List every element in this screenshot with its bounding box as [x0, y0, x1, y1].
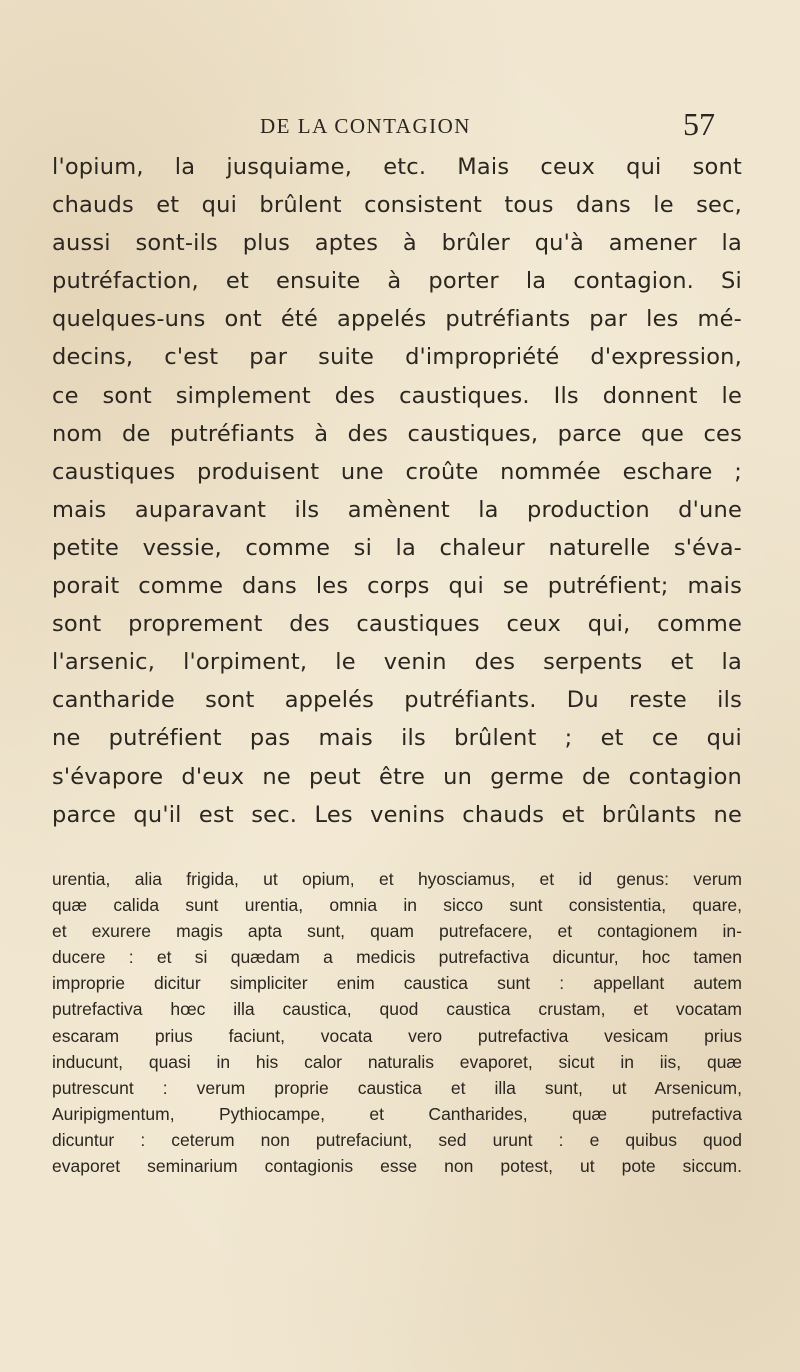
text-line: parce qu'il est sec. Les venins chauds et brûlants ne: [52, 801, 742, 828]
footnote-line: quæ calida sunt urentia, omnia in sicco sunt consistentia, quare,: [52, 895, 742, 916]
text-line: nom de putréfiants à des caustiques, parce que ces: [52, 420, 742, 447]
footnote-line: putrescunt : verum proprie caustica et illa sunt, ut Arsenicum,: [52, 1077, 742, 1098]
text-line: s'évapore d'eux ne peut être un germe de contagion: [52, 763, 742, 790]
text-line: ce sont simplement des caustiques. Ils donnent le: [52, 382, 742, 409]
page-number: 57: [683, 106, 715, 142]
french-translation-text: [52, 148, 742, 834]
text-line: l'opium, la jusquiame, etc. Mais ceux qui sont: [52, 154, 742, 180]
text-line: ne putréfient pas mais ils brûlent ; et ce qui: [52, 725, 742, 752]
text-line: cantharide sont appelés putréfiants. Du reste ils: [52, 687, 742, 714]
text-line: decins, c'est par suite d'impropriété d'expression,: [52, 344, 742, 371]
footnote-line: ducere : et si quædam a medicis putrefactiva dicuntur, hoc tamen: [52, 947, 742, 968]
footnote-line: improprie dicitur simpliciter enim caustica sunt : appellant autem: [52, 973, 742, 994]
latin-original-text: [52, 866, 742, 1179]
footnote-line: dicuntur : ceterum non putrefaciunt, sed urunt : e quibus quod: [52, 1129, 742, 1150]
footnote-line: putrefactiva hœc illa caustica, quod caustica crustam, et vocatam: [52, 999, 742, 1020]
footnote-line: evaporet seminarium contagionis esse non potest, ut pote siccum.: [52, 1156, 742, 1177]
footnote-line: escaram prius faciunt, vocata vero putrefactiva vesicam prius: [52, 1025, 742, 1046]
footnote-line: Auripigmentum, Pythiocampe, et Cantharides, quæ putrefactiva: [52, 1103, 742, 1124]
running-title: DE LA CONTAGION: [260, 114, 471, 138]
text-line: petite vessie, comme si la chaleur naturelle s'éva-: [52, 534, 742, 561]
text-line: l'arsenic, l'orpiment, le venin des serpents et la: [52, 649, 742, 676]
footnote-line: et exurere magis apta sunt, quam putrefacere, et contagionem in-: [52, 921, 742, 942]
text-line: mais auparavant ils amènent la production d'une: [52, 496, 742, 523]
text-line: caustiques produisent une croûte nommée eschare ;: [52, 458, 742, 485]
text-line: porait comme dans les corps qui se putréfient; mais: [52, 573, 742, 600]
text-line: aussi sont-ils plus aptes à brûler qu'à amener la: [52, 230, 742, 257]
footnote-line: urentia, alia frigida, ut opium, et hyosciamus, et id genus: verum: [52, 869, 742, 889]
footnote-line: inducunt, quasi in his calor naturalis evaporet, sicut in iis, quæ: [52, 1051, 742, 1072]
text-line: quelques-uns ont été appelés putréfiants par les mé-: [52, 306, 742, 333]
text-line: chauds et qui brûlent consistent tous dans le sec,: [52, 192, 742, 219]
text-line: putréfaction, et ensuite à porter la contagion. Si: [52, 268, 742, 295]
text-line: sont proprement des caustiques ceux qui, comme: [52, 611, 742, 638]
page-header: [0, 106, 800, 146]
